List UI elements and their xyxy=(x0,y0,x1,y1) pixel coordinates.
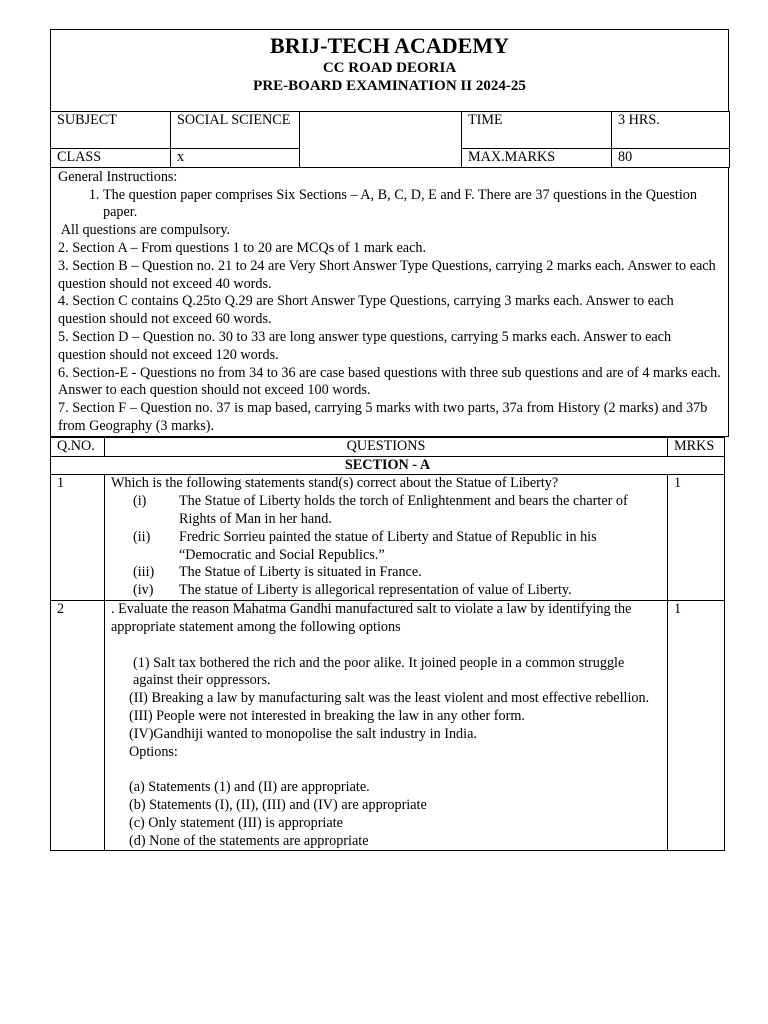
option-b: (b) Statements (I), (II), (III) and (IV) are appropriate xyxy=(129,797,427,814)
table-row xyxy=(51,475,725,601)
option-text: The Statue of Liberty is situated in France. xyxy=(179,564,422,581)
time-value: 3 HRS. xyxy=(612,112,730,149)
option-iv xyxy=(111,582,661,600)
col-header-questions: QUESTIONS xyxy=(105,437,668,456)
question-2 xyxy=(105,600,668,851)
question-text: Which is the following statements stand(s) correct about the Statue of Liberty? xyxy=(111,475,559,492)
question-number: 1 xyxy=(51,475,105,601)
time-label: TIME xyxy=(462,112,612,149)
section-a-heading: SECTION - A xyxy=(51,456,725,475)
marks-value: 80 xyxy=(612,149,730,168)
question-marks: 1 xyxy=(668,475,725,601)
question-1 xyxy=(105,475,668,601)
option-num: (ii) xyxy=(133,528,151,545)
exam-title: PRE-BOARD EXAMINATION II 2024-25 xyxy=(253,78,526,94)
instruction-item-4: 4. Section C contains Q.25to Q.29 are Short Answer Type Questions, carrying 3 marks each. Answer to each question should not exceed 60 words. xyxy=(58,293,674,328)
option-num: (iv) xyxy=(133,582,154,599)
statement-3: (III) People were not interested in breaking the law in any other form. xyxy=(129,707,525,724)
info-blank-cell xyxy=(300,112,462,168)
instruction-item-7: 7. Section F – Question no. 37 is map based, carrying 5 marks with two parts, 37a from History (2 marks) and 37b from Geography (3 marks). xyxy=(58,400,708,434)
option-a: (a) Statements (1) and (II) are appropriate. xyxy=(129,779,370,796)
table-row xyxy=(51,600,725,851)
marks-label: MAX.MARKS xyxy=(462,149,612,168)
col-header-qno: Q.NO. xyxy=(51,437,105,456)
option-num: (iii) xyxy=(133,564,155,581)
option-text: Fredric Sorrieu painted the statue of Liberty and Statue of Republic in his “Democratic and Social Republics.” xyxy=(179,528,597,563)
option-text: The statue of Liberty is allegorical representation of value of Liberty. xyxy=(179,582,572,599)
subject-label: SUBJECT xyxy=(51,112,171,149)
col-header-marks: MRKS xyxy=(668,437,725,456)
option-text: The Statue of Liberty holds the torch of Enlightenment and bears the charter of Rights of Man in her hand. xyxy=(179,493,628,527)
options-label: Options: xyxy=(129,743,178,760)
question-number: 2 xyxy=(51,600,105,851)
question-marks: 1 xyxy=(668,600,725,851)
questions-table xyxy=(50,437,725,852)
info-table xyxy=(50,111,730,168)
question-text: . Evaluate the reason Mahatma Gandhi manufactured salt to violate a law by identifying the appropriate statement among the following options xyxy=(111,600,632,635)
instruction-compulsory: All questions are compulsory. xyxy=(58,222,231,239)
instructions-title: General Instructions: xyxy=(58,168,178,185)
school-location: CC ROAD DEORIA xyxy=(322,60,457,76)
option-i xyxy=(111,493,661,529)
class-label: CLASS xyxy=(51,149,171,168)
instruction-item-5: 5. Section D – Question no. 30 to 33 are long answer type questions, carrying 5 marks each. Answer to each question should not exceed 120 words. xyxy=(58,328,672,363)
instruction-item-1: 1. The question paper comprises Six Sections – A, B, C, D, E and F. There are 37 questions in the Question paper. xyxy=(103,187,721,223)
general-instructions xyxy=(50,168,729,437)
option-ii xyxy=(111,529,661,565)
instruction-item-3: 3. Section B – Question no. 21 to 24 are Very Short Answer Type Questions, carrying 2 marks each. Answer to each question should not exceed 40 words. xyxy=(58,257,716,292)
instruction-item-6: 6. Section-E - Questions no from 34 to 36 are case based questions with three sub questions and are of 4 marks each. Answer to each question should not exceed 100 words. xyxy=(58,364,721,399)
option-num: (i) xyxy=(133,493,147,510)
statement-4: (IV)Gandhiji wanted to monopolise the salt industry in India. xyxy=(129,725,477,742)
statement-1: (1) Salt tax bothered the rich and the poor alike. It joined people in a common struggle against their oppressors. xyxy=(133,654,625,689)
option-c: (c) Only statement (III) is appropriate xyxy=(129,814,343,831)
paper-header xyxy=(50,29,729,111)
class-value: x xyxy=(171,149,300,168)
subject-value: SOCIAL SCIENCE xyxy=(171,112,300,149)
question-paper xyxy=(50,29,729,851)
instruction-item-2: 2. Section A – From questions 1 to 20 are MCQs of 1 mark each. xyxy=(58,239,427,256)
option-iii xyxy=(111,564,661,582)
school-name: BRIJ-TECH ACADEMY xyxy=(270,33,509,58)
statement-2: (II) Breaking a law by manufacturing salt was the least violent and most effective rebellion. xyxy=(129,690,650,707)
option-d: (d) None of the statements are appropriate xyxy=(129,832,369,849)
